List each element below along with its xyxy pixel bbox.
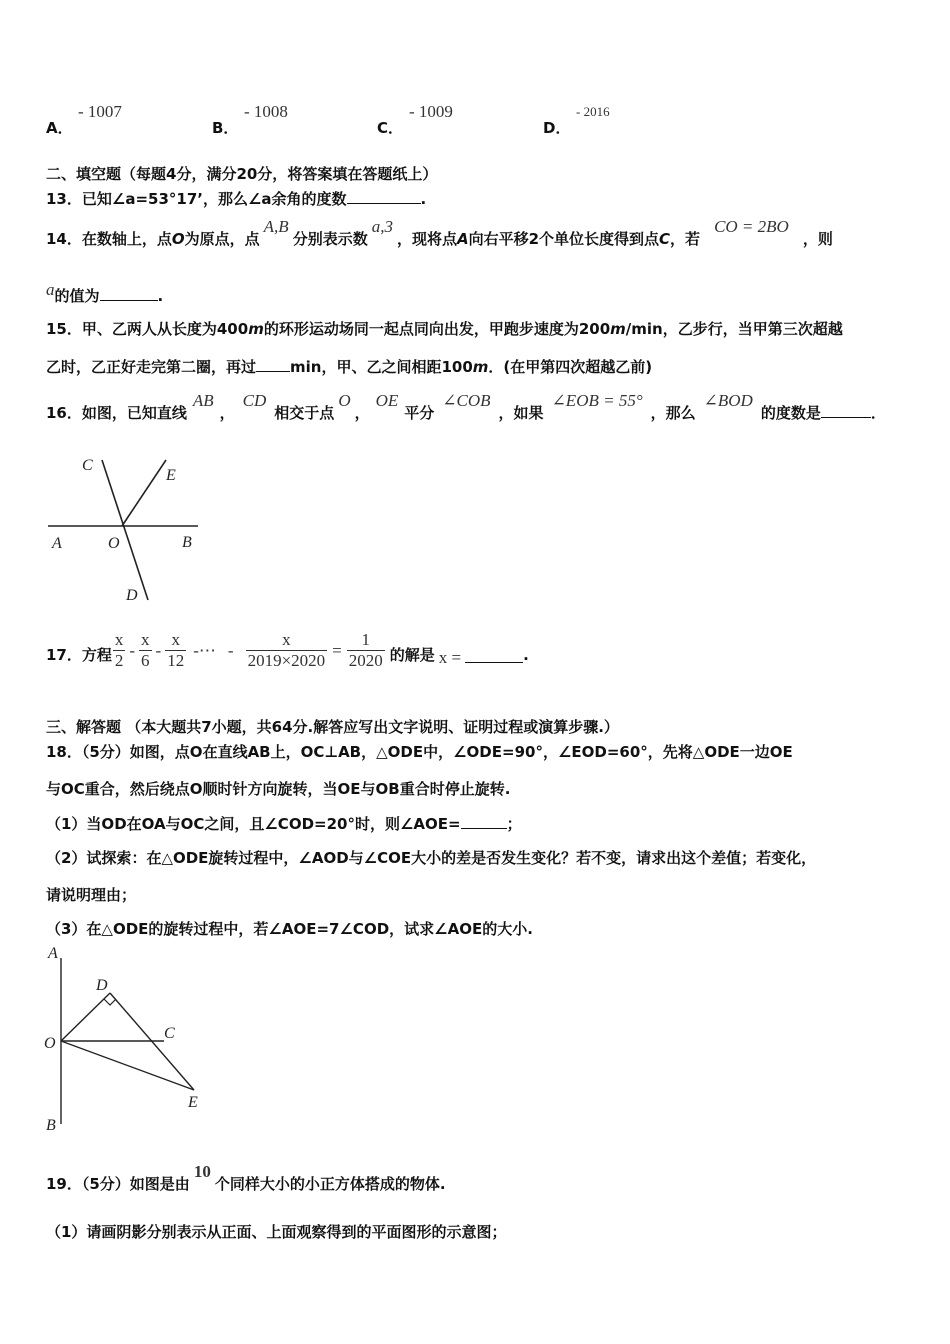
label-a: A [48,945,58,962]
q17-f5-num: 1 [347,630,385,651]
q16-cob: ∠COB [442,391,491,410]
q14-line1 [46,217,833,249]
q19-line [46,1162,446,1194]
q15-m1: m [248,320,264,338]
q17-frac4 [246,630,328,671]
label-e: E [188,1094,198,1111]
q18-sub3: （3）在△ODE的旋转过程中，若∠AOE=7∠COD，试求∠AOE的大小. [46,920,533,938]
label-b: B [182,534,192,551]
q16-ab: AB [192,391,214,410]
q16-p1: 16．如图，已知直线 [46,404,187,422]
q14-p6: ，若 [670,230,701,248]
q13-text: 13．已知∠a=53°17’，那么∠a余角的度数 [46,190,347,208]
q17-frac1 [113,630,126,671]
q17-f1-num: x [114,630,124,649]
q14-p4: ，现将点 [396,230,457,248]
q16-p6: 的度数是 [760,404,821,422]
q15-line1 [46,318,843,339]
q16-o: O [338,391,351,410]
q15-l1c: /min，乙步行，当甲第三次超越 [625,320,843,338]
q15-l2a: 乙时，乙正好走完第二圈，再过 [46,358,257,376]
section2-heading: 二、填空题（每题4分，满分20分，将答案填在答题纸上） [46,165,438,183]
q19-p1: 19．（5分）如图是由 [46,1175,190,1193]
q17-f2-num: x [141,630,150,649]
q14-o: O [171,230,185,248]
label-d: D [96,977,108,994]
q18-sub1-text: （1）当OD在OA与OC之间，且∠COD=20°时，则∠AOE= [46,815,461,833]
q17-line [46,630,529,671]
q15-m3: m [472,358,489,376]
q15-l2b: min，甲、乙之间相距100 [290,358,473,376]
q17-frac5 [347,630,385,671]
label-b: B [46,1117,56,1134]
q14-var-a: a [46,280,55,299]
q13-end: . [420,190,427,208]
q17-x: x = [438,647,462,667]
q17-dots: -⋯ [193,640,216,660]
q17-minus2: - [155,640,162,660]
q17-f3-num: x [165,630,186,651]
q18-sub1 [46,813,522,834]
q17-f4-num: x [246,630,328,651]
q14-p1: 14．在数轴上，点 [46,230,172,248]
choice-a-value: - 1007 [78,102,122,121]
q16-blank[interactable] [821,403,871,418]
q18-figure [40,944,220,1134]
q17-minus3: - [227,640,234,660]
q18-line2: 与OC重合，然后绕点O顺时针方向旋转，当OE与OB重合时停止旋转. [46,780,511,798]
q17-tail: 的解是 [389,646,435,664]
q16-cd: CD [242,391,267,410]
q16-oe: OE [375,391,399,410]
label-o: O [108,535,120,552]
q18-sub2-line1: （2）试探索：在△ODE旋转过程中，∠AOD与∠COE大小的差是否发生变化？若不变，请求出这个差值；若变化， [46,849,817,867]
q14-line2-text: 的值为 [54,287,100,305]
ray-oe [122,460,166,526]
side-oe [61,1041,194,1090]
q15-l2c: ．(在甲第四次超越乙前) [488,358,653,376]
q17-eq: = [332,640,342,660]
q15-line2 [46,356,652,377]
q16-comma1: ， [219,404,235,422]
q18-line1: 18．（5分）如图，点O在直线AB上，OC⊥AB，△ODE中，∠ODE=90°，∠EOD=60°，先将△ODE一边OE [46,743,793,761]
q18-sub1-blank[interactable] [461,814,507,829]
label-e: E [166,467,176,484]
q17-blank[interactable] [465,648,523,663]
q17-frac3 [165,630,186,671]
q16-end: ． [870,404,886,422]
q14-line2 [46,280,164,306]
q14-a: A [456,230,469,248]
q16-line [46,391,886,423]
q18-sub1-end: ； [506,815,522,833]
q16-p2: 相交于点 [274,404,335,422]
q16-bod: ∠BOD [703,391,753,410]
right-angle-mark [104,999,116,1005]
label-o: O [44,1035,56,1052]
choice-b-label: B． [212,119,239,137]
q15-m2: m [610,320,626,338]
q14-eq: CO = 2BO [714,217,789,236]
q16-p5: ，那么 [650,404,696,422]
label-c: C [82,457,93,474]
q17-frac2 [139,630,152,671]
q17-f5-den: 2020 [348,651,383,670]
q14-blank[interactable] [100,286,158,301]
choice-c-value: - 1009 [409,102,453,121]
choice-d-label: D． [543,119,571,137]
q17-label: 17．方程 [46,646,112,664]
label-d: D [126,587,138,604]
q14-c: C [659,230,671,248]
q19-num: 10 [193,1162,211,1181]
q13 [46,188,426,209]
choice-b-value: - 1008 [244,102,288,121]
q15-blank[interactable] [256,357,290,372]
choice-d-value: - 2016 [576,104,610,119]
side-od [61,993,110,1041]
q16-p4: ，如果 [498,404,544,422]
q16-eob: ∠EOB = 55° [551,391,643,410]
q16-p3: 平分 [404,404,435,422]
q18-sub2-line2: 请说明理由； [46,886,137,904]
q16-figure [44,450,204,610]
label-a: A [52,535,62,552]
q17-end: . [523,645,529,664]
q16-comma2: ， [354,404,370,422]
q14-p5: 向右平移2个单位长度得到点 [468,230,660,248]
q17-minus1: - [129,640,136,660]
q14-vals: a,3 [371,217,393,236]
q15-l1a: 15．甲、乙两人从长度为400 [46,320,249,338]
q19-sub1: （1）请画阴影分别表示从正面、上面观察得到的平面图形的示意图； [46,1223,507,1241]
q17-f4-den: 2019×2020 [247,651,326,670]
q14-end: . [157,287,164,305]
q17-f3-den: 12 [167,651,185,670]
q17-f2-den: 6 [141,651,150,670]
line-cd [102,460,148,600]
q14-p3: 分别表示数 [292,230,368,248]
q17-f1-den: 2 [114,651,124,670]
q14-p7: ，则 [802,230,833,248]
label-c: C [164,1025,175,1042]
q19-p2: 个同样大小的小正方体搭成的物体. [214,1175,446,1193]
choice-a-label: A． [46,119,73,137]
q14-ab: A,B [263,217,289,236]
q15-l1b: 的环形运动场同一起点同向出发，甲跑步速度为200 [263,320,611,338]
q13-blank[interactable] [347,189,421,204]
section3-heading: 三、解答题 （本大题共7小题，共64分.解答应写出文字说明、证明过程或演算步骤.） [46,718,619,736]
choice-c-label: C． [377,119,404,137]
q14-p2: 为原点，点 [184,230,260,248]
